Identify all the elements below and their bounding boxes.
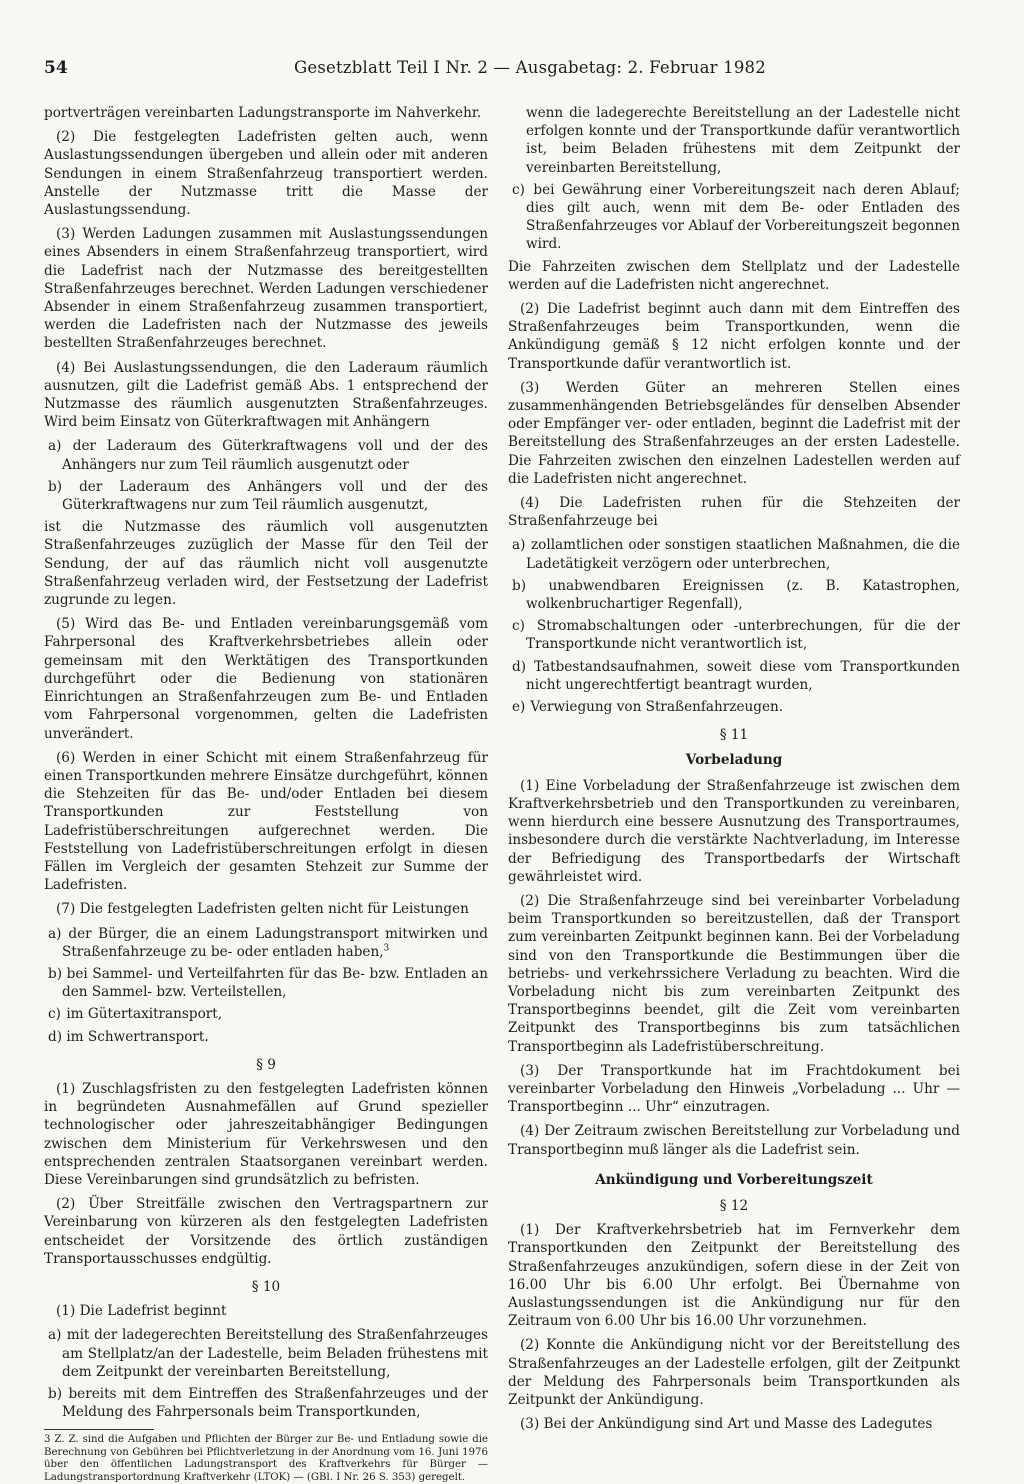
paragraph: (7) Die festgelegten Ladefristen gelten nicht für Leistungen (56, 901, 469, 918)
list-marker: c) (512, 618, 525, 635)
right-column (508, 104, 960, 1439)
list-marker: d) (512, 658, 527, 675)
paragraph: (2) Die Straßenfahrzeuge sind bei vereinbarter Vorbeladung beim Transportkunden so bereitzustellen, daß der Transport zum vereinbarten Zeitpunkt beginnen kann. Bei der Vorbeladung sind von den Transportkunde die Bestimmungen über die betriebs- und verkehrssichere Verladung zu beachten. Wird die Vorbeladung nicht bis zum vereinbarten Zeitpunkt des Transportbeginns beendet, gilt die Zeit vom vereinbarten Zeitpunkt des Transportbeginns bis zum tatsächlichen Transportbeginn als Ladefristüberschreitung. (508, 892, 960, 1055)
section-number: § 10 (251, 1278, 281, 1295)
paragraph: (3) Werden Ladungen zusammen mit Auslastungssendungen eines Absenders in einem Straßenfahrzeug transportiert, wird die Ladefrist nach der Nutzmasse des bereitgestellten Straßenfahrzeuges berechnet. Werden Ladungen verschiedener Absender in einem Straßenfahrzeug zusammen transportiert, werden die Ladefristen nach der Nutzmasse des jeweils bestellten Straßenfahrzeuges berechnet. (44, 226, 488, 352)
paragraph: (1) Eine Vorbeladung der Straßenfahrzeuge ist zwischen dem Kraftverkehrsbetrieb und den Transportkunden zu vereinbaren, wenn hierdurch eine bessere Ausnutzung des Transportraumes, insbesondere durch die verstärkte Nachtverladung, im Interesse der Befriedigung des Transportbedarfs der Wirtschaft gewährleistet wird. (508, 777, 960, 885)
paragraph: (6) Werden in einer Schicht mit einem Straßenfahrzeug für einen Transportkunden mehrere Einsätze durchgeführt, können die Stehzeiten für das Be- und/oder Entladen bei diesem Transportkunden zur Feststellung von Ladefristüberschreitungen aufgerechnet werden. Die Feststellung von Ladefristüberschreitungen erfolgt in diesen Fällen im Vergleich der gesamten Stehzeit zur Summe der Ladefristen. (44, 749, 488, 894)
list-item-text: bei Gewährung einer Vorbereitungszeit nach deren Ablauf; dies gilt auch, wenn mit dem Be- oder Entladen des Straßenfahrzeuges vor Ablauf der Vorbereitungszeit begonnen wird. (526, 181, 960, 253)
list-item (44, 437, 488, 473)
list-marker: d) (48, 1028, 63, 1045)
running-head: Gesetzblatt Teil I Nr. 2 — Ausgabetag: 2. Februar 1982 (294, 58, 766, 77)
list-item (44, 965, 488, 1001)
section-number: § 12 (719, 1197, 749, 1214)
list-item-text: der Laderaum des Güterkraftwagens voll und der des Anhängers nur zum Teil räumlich ausgenutzt oder (62, 438, 488, 473)
list-item (508, 536, 960, 572)
paragraph: ist die Nutzmasse des räumlich voll ausgenutzten Straßenfahrzeuges zuzüglich der Masse für den Teil der Sendung, der auf das räumlich nicht voll ausgenutzte Straßenfahrzeug verladen wird, der Festsetzung der Ladefrist zugrunde zu legen. (44, 519, 488, 609)
paragraph: (1) Der Kraftverkehrsbetrieb hat im Fernverkehr dem Transportkunden den Zeitpunkt der Bereitstellung des Straßenfahrzeuges anzukündigen, sofern diese in der Zeit von 16.00 Uhr bis 6.00 Uhr erfolgt. Bei Übernahme von Auslastungssendungen ist die Ankündigung nur für den Zeitraum von 6.00 Uhr bis 16.00 Uhr vorzunehmen. (508, 1222, 960, 1330)
list-item (508, 181, 960, 254)
section-title: Ankündigung und Vorbereitungszeit (595, 1171, 873, 1188)
list-item-text: der Laderaum des Anhängers voll und der des Güterkraftwagens nur zum Teil räumlich ausgenutzt, (62, 478, 488, 514)
list-marker: c) (512, 181, 525, 198)
list-marker: a) (48, 925, 62, 942)
paragraph: Die Fahrzeiten zwischen dem Stellplatz und der Ladestelle werden auf die Ladefristen nicht angerechnet. (508, 258, 960, 293)
list-marker: b) (48, 1386, 63, 1402)
list-item (44, 1385, 488, 1421)
list-item-text: zollamtlichen oder sonstigen staatlichen Maßnahmen, die die Ladetätigkeit verzögern oder unterbrechen, (526, 537, 960, 572)
list-item-text: Verwiegung von Straßenfahrzeugen. (530, 699, 784, 716)
paragraph: (4) Bei Auslastungssendungen, die den Laderaum räumlich ausnutzen, gilt die Ladefrist gemäß Abs. 1 entsprechend der Nutzmasse des räumlich ausgenutzten Straßenfahrzeuges. Wird beim Einsatz von Güterkraftwagen mit Anhängern (44, 359, 488, 431)
list-item-text: bei Sammel- und Verteilfahrten für das Be- bzw. Entladen an den Sammel- bzw. Verteilstellen, (62, 965, 488, 1001)
footnote-marker: 3 (383, 943, 390, 954)
page-number: 54 (44, 58, 68, 78)
paragraph: (1) Zuschlagsfristen zu den festgelegten Ladefristen können in begründeten Ausnahmefällen auf Grund spezieller technologischer oder jahreszeitabhängiger Bedingungen zwischen dem Ministerium für Verkehrswesen und den entsprechenden zentralen Staatsorganen vereinbart werden. Diese Vereinbarungen sind grundsätzlich zu befristen. (44, 1080, 488, 1188)
list-marker: e) (512, 699, 526, 716)
list-marker: a) (512, 537, 526, 554)
list-marker: c) (48, 1006, 61, 1023)
list-item (508, 698, 960, 716)
list-marker: a) (48, 438, 62, 455)
footnote-divider (44, 1429, 154, 1430)
page-header (44, 58, 964, 84)
paragraph: (4) Die Ladefristen ruhen für die Stehzeiten der Straßenfahrzeuge bei (508, 495, 960, 530)
paragraph: (2) Die Ladefrist beginnt auch dann mit dem Eintreffen des Straßenfahrzeuges beim Transportkunden, wenn die Ankündigung gemäß § 12 nicht erfolgen konnte und der Transportkunde dafür verantwortlich ist. (508, 301, 960, 372)
section-title: Vorbeladung (685, 751, 783, 768)
paragraph: (3) Bei der Ankündigung sind Art und Masse des Ladegutes (520, 1416, 933, 1433)
list-item (508, 658, 960, 694)
paragraph: (3) Der Transportkunde hat im Frachtdokument bei vereinbarter Vorbeladung den Hinweis „Vorbeladung ... Uhr — Transportbeginn ... Uhr“ einzutragen. (508, 1062, 960, 1116)
section-number: § 9 (256, 1056, 276, 1073)
paragraph: (2) Die festgelegten Ladefristen gelten auch, wenn Auslastungssendungen übergeben und allein oder mit anderen Sendungen in einem Straßenfahrzeug transportiert werden. Anstelle der Nutzmasse tritt die Masse der Auslastungssendung. (44, 129, 488, 219)
list-item-text: im Gütertaxitransport, (66, 1006, 223, 1023)
paragraph: (1) Die Ladefrist beginnt (56, 1303, 227, 1320)
list-marker: b) (48, 478, 63, 495)
footnote: 3 Z. Z. sind die Aufgaben und Pflichten der Bürger zur Be- und Entladung sowie die Berechnung von Gebühren bei Pflichtverletzung in der Anordnung vom 16. Juni 1976 über den öffentlichen Ladungstransport des Kraftverkehrs für Bürger — Ladungstransportordnung Kraftverkehr (LTOK) — (GBl. I Nr. 26 S. 353) geregelt. (44, 1434, 488, 1483)
paragraph: (2) Über Streitfälle zwischen den Vertragspartnern zur Vereinbarung von kürzeren als den festgelegten Ladefristen entscheidet der Vorsitzende des örtlich zuständigen Transportausschusses endgültig. (44, 1196, 488, 1267)
list-item-text: Stromabschaltungen oder -unterbrechungen, für die der Transportkunde nicht verantwortlich ist, (526, 618, 961, 653)
list-item-text: wenn die ladegerechte Bereitstellung an der Ladestelle nicht erfolgen konnte und der Transportkunde dafür verantwortlich ist, beim Beladen frühestens mit dem Zeitpunkt der vereinbarten Bereitstellung, (526, 105, 960, 176)
section-number: § 11 (719, 727, 749, 744)
list-item (44, 1005, 488, 1023)
list-item-text: unabwendbaren Ereignissen (z. B. Katastrophen, wolkenbruchartiger Regenfall), (526, 577, 960, 613)
paragraph: (3) Werden Güter an mehreren Stellen eines zusammenhängenden Betriebsgeländes für denselben Absender oder Empfänger ver- oder entladen, beginnt die Ladefrist mit der Bereitstellung des Straßenfahrzeuges an der ersten Ladestelle. Die Fahrzeiten zwischen den einzelnen Ladestellen werden auf die Ladefristen nicht angerechnet. (508, 379, 960, 487)
list-item (44, 925, 488, 961)
list-item-text: bereits mit dem Eintreffen des Straßenfahrzeuges und der Meldung des Fahrpersonals beim Transportkunden, (62, 1386, 488, 1421)
list-item (44, 1028, 488, 1046)
list-marker: b) (48, 965, 63, 982)
list-item-text: Tatbestandsaufnahmen, soweit diese vom Transportkunden nicht ungerechtfertigt beantragt wurden, (526, 658, 960, 693)
paragraph: (4) Der Zeitraum zwischen Bereitstellung zur Vorbeladung und Transportbeginn muß länger als die Ladefrist sein. (508, 1123, 960, 1158)
list-item-text: mit der ladegerechten Bereitstellung des Straßenfahrzeuges am Stellplatz/an der Ladestelle, beim Beladen frühestens mit dem Zeitpunkt der vereinbarten Bereitstellung, (62, 1327, 488, 1380)
left-column (44, 104, 488, 1484)
paragraph: (2) Konnte die Ankündigung nicht vor der Bereitstellung des Straßenfahrzeuges an der Ladestelle erfolgen, gilt der Zeitpunkt der Meldung des Fahrpersonals beim Transportkunden als Zeitpunkt der Ankündigung. (508, 1337, 960, 1408)
list-item-text: im Schwertransport. (66, 1028, 209, 1045)
list-marker: b) (512, 577, 527, 594)
list-item-text: der Bürger, die an einem Ladungstransport mitwirken und Straßenfahrzeuge zu be- oder entladen haben, (62, 925, 488, 960)
list-item (44, 478, 488, 514)
list-item (508, 617, 960, 653)
list-item (44, 1326, 488, 1381)
list-item (508, 577, 960, 613)
paragraph: (5) Wird das Be- und Entladen vereinbarungsgemäß vom Fahrpersonal des Kraftverkehrsbetriebes allein oder gemeinsam mit den Werktätigen des Transportkunden durchgeführt oder die Bedienung von stationären Einrichtungen an Straßenfahrzeugen zum Be- und Entladen vom Fahrpersonal vorgenommen, gelten die Ladefristen unverändert. (44, 616, 488, 742)
paragraph: portverträgen vereinbarten Ladungstransporte im Nahverkehr. (44, 105, 482, 121)
list-marker: a) (48, 1327, 62, 1344)
list-item (508, 104, 960, 177)
